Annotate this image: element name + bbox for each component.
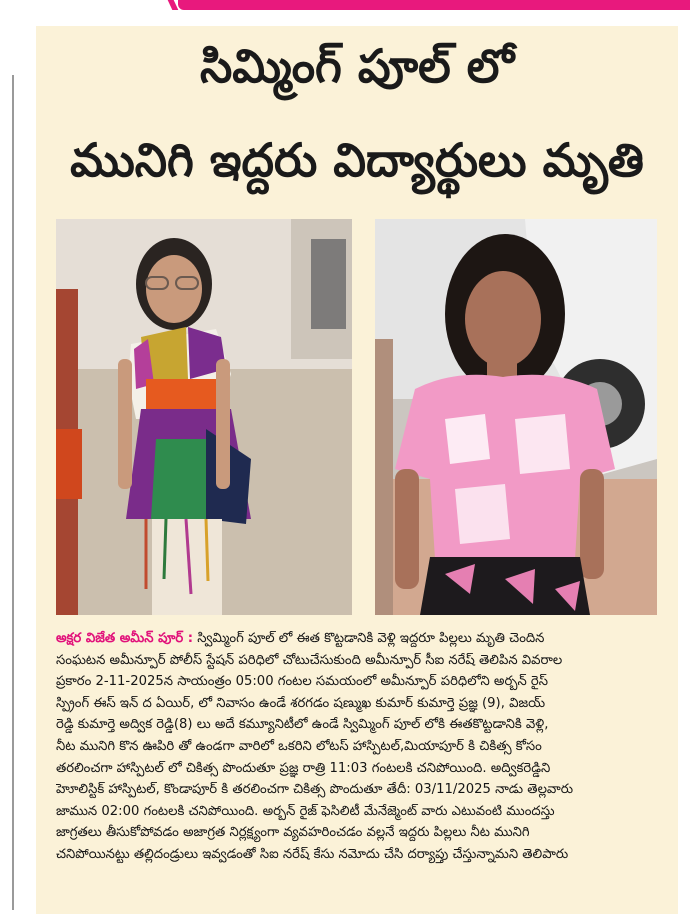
- article-line: జాగ్రతలు తీసుకోపోవడం అజాగ్రత నిర్లక్ష్యంగా వ్యవహరించడం వల్లనే ఇద్దరు పిల్లలు నీట మునిగి: [56, 825, 530, 841]
- girl-pink-top-photo: [375, 219, 657, 615]
- top-banner-strip: [0, 0, 690, 12]
- column-rule: [12, 75, 14, 910]
- headline-line-2: మునిగి ఇద్దరు విద్యార్థులు మృతి: [70, 133, 644, 187]
- article-line: ప్రకారం 2-11-2025న సాయంత్రం 05:00 గంటల సమయంలో అమీన్పూర్ పరిధిలోని అర్బన్ రైస్: [56, 674, 548, 690]
- pink-banner: [178, 0, 690, 10]
- photo-illustration-2: [375, 219, 657, 615]
- article-line: చనిపోయినట్టు తల్లిదండ్రులు ఇవ్వడంతో సిఐ నరేష్ కేసు నమోదు చేసి దర్యాప్తు చేస్తున్నామని తెలిపారు: [56, 846, 569, 862]
- article-first-line: [56, 628, 662, 650]
- article-line: స్ప్రింగ్ ఈస్ ఇన్ ద ఏయిర్, లో నివాసం ఉండే శరగడం షణ్ముఖ కుమార్ కుమార్తె ప్రజ్ఞ (9), విజయ్: [56, 695, 546, 711]
- girl-traditional-dress-photo: [56, 219, 352, 615]
- article-body: [56, 628, 662, 866]
- article-line: జామున 02:00 గంటలకి చనిపోయింది. అర్బన్ రైజ్ ఫెసిలిటీ మేనేజ్మెంట్ వారు ఎటువంటి ముందస్తు: [56, 803, 555, 819]
- photo-illustration-1: [56, 219, 352, 615]
- article-line: తరలించగా హాస్పిటల్ లో చికిత్స పొందుతూ ప్రజ్ఞ రాత్రి 11:03 గంటలకి చనిపోయింది. అద్వికరెడ్డిని: [56, 760, 551, 776]
- article-line: రెడ్డి కుమార్తె అద్విక రెడ్డి(8) లు అదే కమ్యూనిటీలో ఉండే స్విమ్మింగ్ పూల్ లోకి ఈతకొట్టడానికి వెళ్లి,: [56, 717, 549, 733]
- headline-line-1: సిమ్మింగ్ పూల్ లో: [199, 39, 515, 93]
- article-line: సంఘటన అమీన్పూర్ పోలీస్ స్టేషన్ పరిధిలో చోటుచేసుకుంది అమీన్పూర్ సీఐ నరేష్ తెలిపిన వివరాల: [56, 652, 563, 668]
- article-line: స్విమ్మింగ్ పూల్ లో ఈత కొట్టడానికి వెళ్లి ఇద్దరూ పిల్లలు మృతి చెందిన: [193, 631, 545, 646]
- article-line: నీట మునిగి కొన ఊపిరి తో ఉండగా వారిలో ఒకరిని లోటస్ హాస్పిటల్,మియాపూర్ కి చికిత్స కోసం: [56, 738, 542, 754]
- dateline: అక్షర విజేత అమీన్ పూర్ :: [56, 631, 194, 646]
- article-line: హెూలిస్టిక్ హాస్పిటల్, కొండాపూర్ కి తరలించగా చికిత్స పొందుతూ తేదీ: 03/11/2025 నాడు తెల్లవారు: [56, 782, 574, 798]
